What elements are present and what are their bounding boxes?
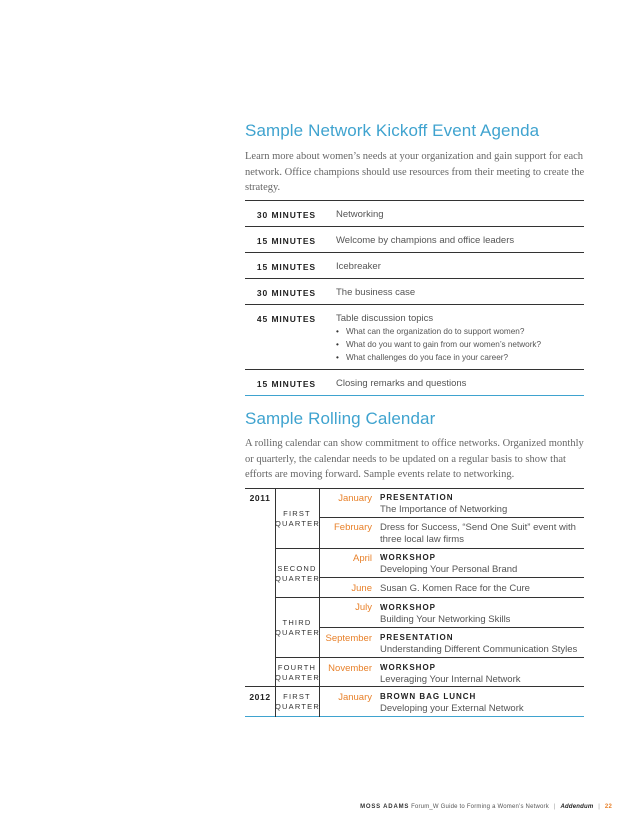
agenda-time: 15 MINUTES (256, 236, 316, 246)
divider (319, 517, 584, 518)
calendar-intro: A rolling calendar can show commitment to office networks. Organized monthly or quarterly, the calendar needs to be updated on a regular basis to show that efforts are moving forward. Sample events relate to networking. (245, 438, 584, 480)
event-month: January (338, 493, 372, 504)
calendar-event: Dress for Success, “Send One Suit” event with three local law firms (380, 522, 576, 545)
calendar-event: WORKSHOP Developing Your Personal Brand (380, 553, 518, 575)
list-item: • What do you want to gain from our women’s network? (346, 338, 541, 351)
calendar-event: PRESENTATION Understanding Different Communication Styles (380, 633, 578, 655)
quarter-label: FOURTH QUARTER (275, 663, 320, 682)
event-month: February (333, 522, 372, 533)
divider: | (598, 804, 601, 810)
divider (275, 657, 584, 658)
calendar-event: PRESENTATION The Importance of Networking (380, 493, 508, 515)
calendar-event: WORKSHOP Building Your Networking Skills (380, 603, 511, 625)
agenda-item: Icebreaker (336, 261, 381, 272)
agenda-title: Sample Network Kickoff Event Agenda (245, 121, 540, 140)
agenda-item (336, 312, 541, 364)
quarter-label: FIRST QUARTER (275, 692, 320, 711)
year-label: 2011 (249, 493, 271, 503)
agenda-item: Welcome by champions and office leaders (336, 235, 515, 246)
event-month: June (351, 583, 372, 594)
agenda-time: 45 MINUTES (256, 314, 316, 324)
divider (319, 577, 584, 578)
quarter-label: FIRST QUARTER (275, 509, 320, 528)
list-item: • What can the organization do to support women? (346, 325, 541, 338)
agenda-item-label: Table discussion topics (336, 313, 434, 324)
agenda-time: 30 MINUTES (256, 210, 316, 220)
agenda-item: The business case (336, 287, 416, 298)
event-month: September (325, 633, 372, 644)
page-footer (360, 804, 612, 810)
event-month: July (355, 602, 372, 613)
agenda-row (245, 227, 584, 253)
calendar-event: BROWN BAG LUNCH Developing your External Network (380, 692, 524, 714)
discussion-topics-list (336, 325, 541, 364)
footer-brand: MOSS ADAMS (360, 804, 410, 810)
agenda-item: Networking (336, 209, 384, 220)
divider (245, 716, 584, 717)
agenda-time: 15 MINUTES (256, 379, 316, 389)
footer-section: Addendum (560, 804, 594, 810)
agenda-row (245, 279, 584, 305)
quarter-label: THIRD QUARTER (275, 618, 320, 637)
quarter-label: SECOND QUARTER (275, 564, 320, 583)
page-number: 22 (604, 804, 612, 810)
agenda-table (245, 200, 584, 396)
agenda-row (245, 253, 584, 279)
rolling-calendar (245, 488, 584, 717)
agenda-item: Closing remarks and questions (336, 378, 467, 389)
calendar-event: Susan G. Komen Race for the Cure (380, 583, 530, 594)
event-month: November (328, 663, 372, 674)
divider: | (553, 804, 556, 810)
agenda-time: 30 MINUTES (256, 288, 316, 298)
calendar-event: WORKSHOP Leveraging Your Internal Network (380, 663, 521, 685)
divider (275, 597, 584, 598)
agenda-intro: Learn more about women’s needs at your organization and gain support for each network. Office champions should use resources from their meeting to create the strategy. (245, 151, 585, 193)
divider (245, 686, 584, 687)
divider (319, 627, 584, 628)
footer-guide-title: Forum_W Guide to Forming a Women’s Network (411, 804, 549, 810)
list-item: • What challenges do you face in your career? (346, 351, 541, 364)
divider (245, 488, 584, 489)
year-label: 2012 (249, 692, 271, 702)
divider (275, 548, 584, 549)
agenda-time: 15 MINUTES (256, 262, 316, 272)
calendar-title: Sample Rolling Calendar (245, 409, 436, 428)
agenda-row (245, 201, 584, 227)
event-month: April (352, 553, 372, 564)
event-month: January (338, 692, 372, 703)
agenda-row (245, 305, 584, 370)
agenda-row (245, 370, 584, 396)
